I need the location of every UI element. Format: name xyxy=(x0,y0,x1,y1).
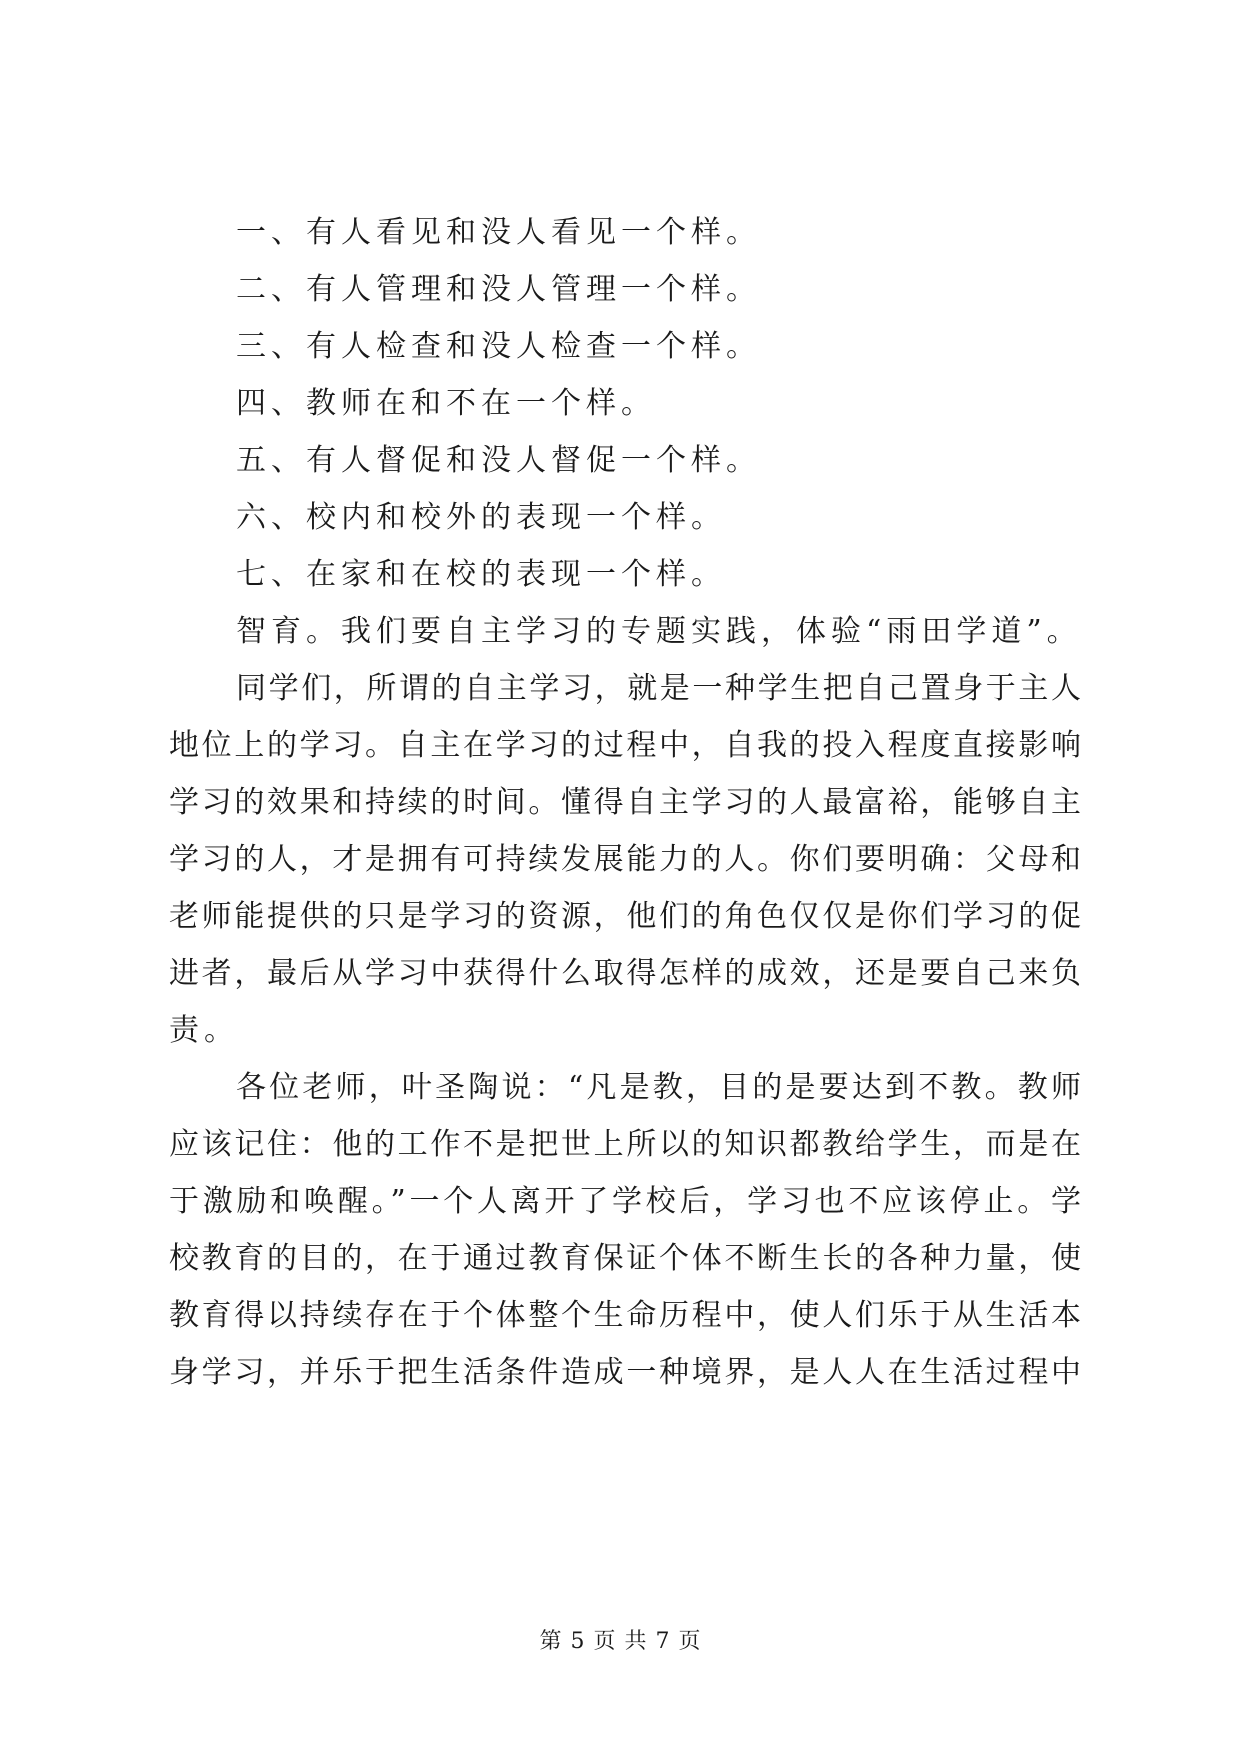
list-item-2: 二、有人管理和没人管理一个样。 xyxy=(236,272,761,307)
paragraph-students-line: 学习的人，才是拥有可持续发展能力的人。你们要明确：父母和 xyxy=(169,842,1081,877)
paragraph-teachers-line: 应该记住：他的工作不是把世上所以的知识都教给学生，而是在 xyxy=(169,1127,1081,1162)
paragraph-students-line: 进者，最后从学习中获得什么取得怎样的成效，还是要自己来负 xyxy=(169,956,1081,991)
paragraph-teachers-line: 于激励和唤醒。”一个人离开了学校后，学习也不应该停止。学 xyxy=(169,1184,1081,1219)
paragraph-teachers-line: 校教育的目的，在于通过教育保证个体不断生长的各种力量，使 xyxy=(169,1241,1081,1276)
page-number-footer: 第 5 页 共 7 页 xyxy=(539,1629,702,1654)
list-item-3: 三、有人检查和没人检查一个样。 xyxy=(236,329,761,364)
paragraph-students-line: 地位上的学习。自主在学习的过程中，自我的投入程度直接影响 xyxy=(169,728,1081,763)
paragraph-teachers-line: 身学习，并乐于把生活条件造成一种境界，是人人在生活过程中 xyxy=(169,1355,1081,1390)
list-item-4: 四、教师在和不在一个样。 xyxy=(236,386,656,421)
paragraph-students-line: 同学们，所谓的自主学习，就是一种学生把自己置身于主人 xyxy=(236,671,1081,706)
list-item-7: 七、在家和在校的表现一个样。 xyxy=(236,557,726,592)
paragraph-students-line: 老师能提供的只是学习的资源，他们的角色仅仅是你们学习的促 xyxy=(169,899,1081,934)
list-item-5: 五、有人督促和没人督促一个样。 xyxy=(236,443,761,478)
paragraph-students-line: 学习的效果和持续的时间。懂得自主学习的人最富裕，能够自主 xyxy=(169,785,1081,820)
paragraph-students-line: 责。 xyxy=(169,1013,239,1048)
list-item-6: 六、校内和校外的表现一个样。 xyxy=(236,500,726,535)
paragraph-intellectual-education: 智育。我们要自主学习的专题实践，体验“雨田学道”。 xyxy=(236,614,1082,649)
list-item-1: 一、有人看见和没人看见一个样。 xyxy=(236,215,761,250)
paragraph-teachers-line: 各位老师，叶圣陶说：“凡是教，目的是要达到不教。教师 xyxy=(236,1070,1081,1105)
paragraph-teachers-line: 教育得以持续存在于个体整个生命历程中，使人们乐于从生活本 xyxy=(169,1298,1081,1333)
